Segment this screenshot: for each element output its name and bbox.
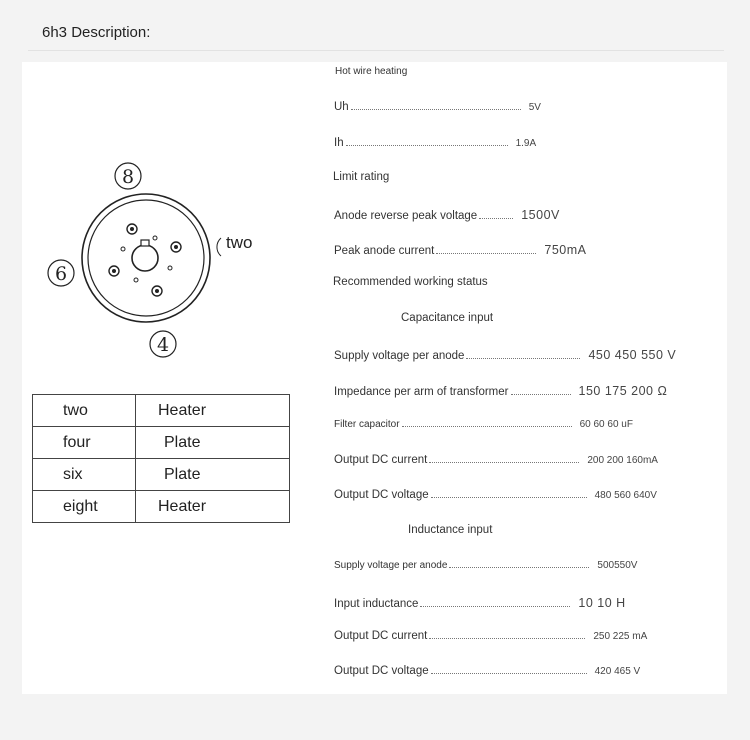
- label-bottom: 4: [156, 334, 170, 356]
- pin-hole: [121, 247, 125, 251]
- spec-value: 480 560 640V: [594, 490, 657, 501]
- spec-value: 250 225 mA: [593, 631, 648, 642]
- spec-row-ind-dc-current: [334, 630, 647, 642]
- spec-row-ind-inductance: [334, 596, 626, 610]
- spec-label: Ih: [334, 137, 344, 149]
- spec-label: Input inductance: [334, 598, 419, 610]
- pin-number: eight: [33, 491, 136, 523]
- dot-leader: [431, 672, 587, 674]
- pin-8: [127, 224, 137, 234]
- dot-leader: [351, 108, 521, 110]
- pin-hole: [134, 278, 138, 282]
- pin-number: six: [33, 459, 136, 491]
- spec-label: Peak anode current: [334, 245, 435, 257]
- dot-leader: [431, 496, 587, 498]
- spec-row-peak-anode: [334, 243, 586, 257]
- dot-leader: [402, 425, 572, 427]
- spec-value: 1.9A: [515, 138, 537, 149]
- spec-limit-rating: Limit rating: [333, 171, 390, 183]
- spec-value: 420 465 V: [594, 666, 641, 677]
- spec-label: Anode reverse peak voltage: [334, 210, 478, 222]
- dot-leader: [479, 217, 513, 219]
- spec-value: 450 450 550 V: [588, 348, 677, 362]
- pin-4: [152, 286, 162, 296]
- label-bracket-right: [217, 238, 221, 256]
- section-capacitance-input: Capacitance input: [401, 312, 494, 324]
- spec-row-cap-dc-current: [334, 454, 658, 466]
- spec-value: 60 60 60 uF: [579, 419, 633, 430]
- pin-6: [109, 266, 119, 276]
- center-key: [132, 245, 158, 271]
- label-left: 6: [54, 263, 68, 285]
- pin-hole: [168, 266, 172, 270]
- spec-row-anode-reverse: [334, 208, 560, 222]
- pin-hole: [153, 236, 157, 240]
- spec-row-cap-filter: [334, 419, 633, 430]
- dot-leader: [346, 144, 508, 146]
- spec-row-ind-supply: [334, 560, 637, 571]
- dot-leader: [436, 252, 536, 254]
- spec-label: Output DC current: [334, 630, 428, 642]
- spec-label: Supply voltage per anode: [334, 350, 465, 362]
- spec-row-cap-dc-voltage: [334, 489, 657, 501]
- pin-number: four: [33, 427, 136, 459]
- spec-label: Impedance per arm of transformer: [334, 386, 509, 398]
- spec-value: 10 10 H: [578, 596, 626, 610]
- pin-function-table: [32, 394, 290, 523]
- pin-function: Plate: [136, 427, 290, 459]
- pin-number: two: [33, 395, 136, 427]
- dot-leader: [466, 357, 580, 359]
- dot-leader: [429, 461, 579, 463]
- spec-row-ind-dc-voltage: [334, 665, 640, 677]
- tube-base-diagram: [44, 158, 274, 363]
- spec-label: Output DC current: [334, 454, 428, 466]
- dot-leader: [511, 393, 571, 395]
- spec-value: 750mA: [544, 243, 587, 257]
- spec-row-cap-supply: [334, 348, 676, 362]
- spec-value: 200 200 160mA: [587, 455, 658, 466]
- spec-label: Output DC voltage: [334, 665, 429, 677]
- label-right: two: [226, 233, 253, 252]
- spec-row-ih: [334, 137, 536, 149]
- spec-label: Uh: [334, 101, 349, 113]
- table-row: [33, 459, 290, 491]
- table-row: [33, 395, 290, 427]
- section-inductance-input: Inductance input: [408, 524, 493, 536]
- spec-recommended: Recommended working status: [333, 276, 488, 288]
- label-top: 8: [121, 166, 135, 188]
- spec-label: Filter capacitor: [334, 419, 400, 430]
- pin-function: Plate: [136, 459, 290, 491]
- dot-leader: [420, 605, 570, 607]
- page-title: 6h3 Description:: [42, 24, 151, 41]
- spec-row-cap-impedance: [334, 384, 667, 398]
- dot-leader: [429, 637, 585, 639]
- title-divider: [28, 50, 724, 51]
- spec-label: Supply voltage per anode: [334, 560, 448, 571]
- spec-label: Output DC voltage: [334, 489, 429, 501]
- pin-2: [171, 242, 181, 252]
- spec-value: 1500V: [521, 208, 560, 222]
- pin-function: Heater: [136, 395, 290, 427]
- pin-function: Heater: [136, 491, 290, 523]
- spec-hot-wire-heating: Hot wire heating: [335, 66, 408, 77]
- key-notch: [141, 240, 149, 246]
- spec-value: 150 175 200 Ω: [578, 384, 668, 398]
- spec-value: 500550V: [597, 560, 638, 571]
- table-row: [33, 427, 290, 459]
- dot-leader: [449, 566, 589, 568]
- spec-row-uh: [334, 101, 541, 113]
- table-row: [33, 491, 290, 523]
- spec-value: 5V: [528, 102, 541, 113]
